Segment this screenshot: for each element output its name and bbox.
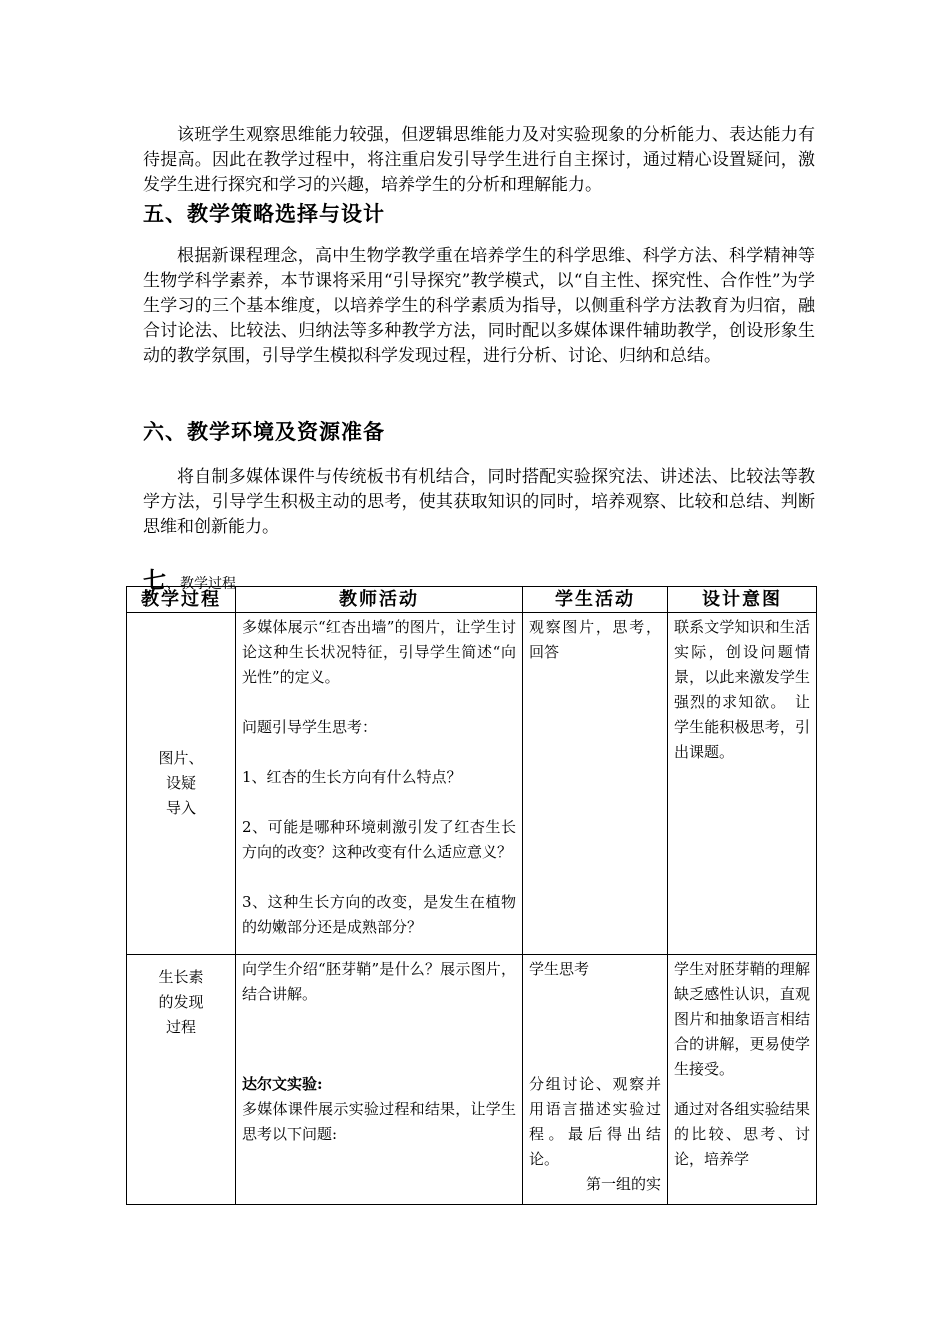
row2-design-intent: 学生对胚芽鞘的理解缺乏感性认识，直观图片和抽象语言相结合的讲解，更易使学生接受。 通过对各组实验结果的比较、思考、讨论，培养学 [668, 955, 817, 1205]
table-row [127, 955, 817, 1205]
header-student-activity: 学生活动 [523, 587, 668, 613]
table-header-row [127, 587, 817, 613]
table-row [127, 613, 817, 955]
header-design-intent: 设计意图 [668, 587, 817, 613]
row1-design-intent: 联系文学知识和生活实际，创设问题情景，以此来激发学生强烈的求知欲。 让学生能积极思考，引出课题。 [668, 613, 817, 955]
header-process: 教学过程 [127, 587, 236, 613]
section6-paragraph: 将自制多媒体课件与传统板书有机结合，同时搭配实验探究法、讲述法、比较法等教学方法，引导学生积极主动的思考，使其获取知识的同时，培养观察、比较和总结、判断思维和创新能力。 [143, 467, 815, 537]
row1-student-activity: 观察图片，思考，回答 [523, 613, 668, 955]
row2-teacher-activity: 向学生介绍“胚芽鞘”是什么？展示图片，结合讲解。 达尔文实验: 多媒体课件展示实验过程和结果，让学生思考以下问题: [236, 955, 523, 1205]
section5-paragraph: 根据新课程理念，高中生物学教学重在培养学生的科学思维、科学方法、科学精神等生物学科学素养，本节课将采用“引导探究”教学模式，以“自主性、探究性、合作性”为学生学习的三个基本维度，以培养学生的科学素质为指导，以侧重科学方法教育为归宿，融合讨论法、比较法、归纳法等多种教学方法，同时配以多媒体课件辅助教学，创设形象生动的教学氛围，引导学生模拟科学发现过程，进行分析、讨论、归纳和总结。 [143, 246, 815, 366]
section5-heading: 五、教学策略选择与设计 [143, 202, 385, 226]
row2-student-activity: 学生思考 分组讨论、观察并用语言描述实验过程。最后得出结论。 第一组的实 [523, 955, 668, 1205]
section7-heading-number: 七 [143, 568, 166, 594]
section6-heading: 六、教学环境及资源准备 [143, 420, 385, 444]
row2-process: 生长素 的发现 过程 [127, 955, 236, 1205]
row1-teacher-activity: 多媒体展示“红杏出墙”的图片，让学生讨论这种生长状况特征，引导学生简述“向光性”的定义。 问题引导学生思考： 1、红杏的生长方向有什么特点？ 2、可能是哪种环境刺激引发了红杏生长方向的改变？这种改变有什么适应意义？ 3、这种生长方向的改变，是发生在植物的幼嫩部分还是成熟部分？ [236, 613, 523, 955]
header-teacher-activity: 教师活动 [236, 587, 523, 613]
teaching-process-table [126, 586, 817, 1205]
row1-process: 图片、 设疑 导入 [127, 613, 236, 955]
intro-paragraph: 该班学生观察思维能力较强，但逻辑思维能力及对实验现象的分析能力、表达能力有待提高。因此在教学过程中，将注重启发引导学生进行自主探讨，通过精心设置疑问，激发学生进行探究和学习的兴趣，培养学生的分析和理解能力。 [143, 125, 815, 195]
section7-heading-text: 、教学过程 [166, 576, 236, 592]
